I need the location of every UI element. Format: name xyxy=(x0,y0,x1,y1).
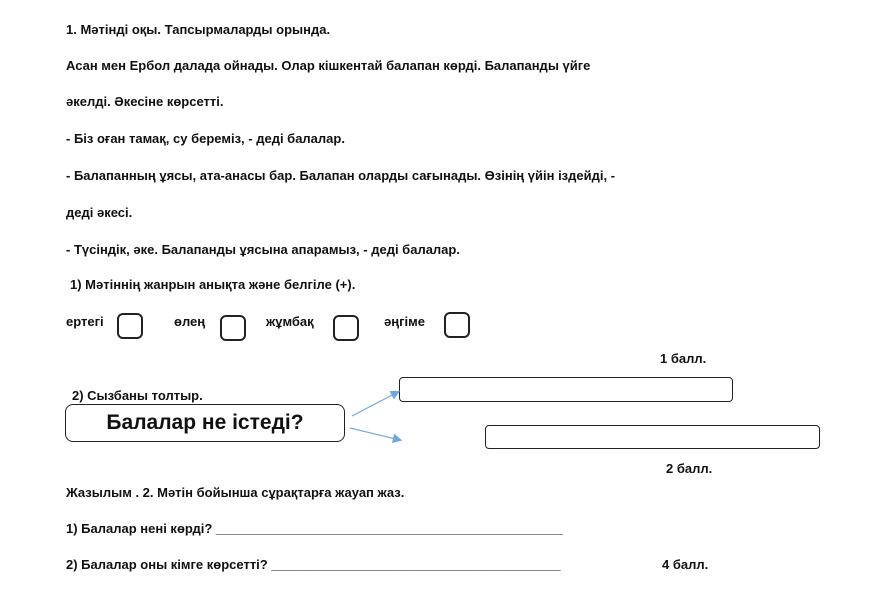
genre-option-label: әңгіме xyxy=(384,314,425,329)
task1-heading: 1. Мәтінді оқы. Тапсырмаларды орында. xyxy=(66,22,331,37)
writing-question-2: 2) Балалар оны кімге көрсетті? ________________________________________ xyxy=(66,557,561,572)
genre-question: 1) Мәтіннің жанрын анықта және белгіле (+). xyxy=(70,277,356,292)
dialogue-line-2b: деді әкесі. xyxy=(66,205,133,220)
paragraph-line-2: әкелді. Әкесіне көрсетті. xyxy=(66,94,224,109)
scheme-question-box: Балалар не істеді? xyxy=(65,404,345,442)
dialogue-line-1: - Біз оған тамақ, су береміз, - деді балалар. xyxy=(66,131,345,146)
writing-question-1: 1) Балалар нені көрді? ________________________________________________ xyxy=(66,521,563,536)
genre-option-label: жұмбақ xyxy=(266,314,314,329)
dialogue-line-2a: - Балапанның ұясы, ата-анасы бар. Балапан оларды сағынады. Өзінің үйін іздейді, - xyxy=(66,168,616,183)
genre-score: 1 балл. xyxy=(660,351,707,366)
genre-option-label: ертегі xyxy=(66,314,104,329)
dialogue-line-3: - Түсіндік, әке. Балапанды ұясына апарамыз, - деді балалар. xyxy=(66,242,460,257)
writing-score: 4 балл. xyxy=(662,557,709,572)
scheme-question: 2) Сызбаны толтыр. xyxy=(72,388,203,403)
arrow-to-box-2 xyxy=(350,428,400,440)
arrow-to-box-1 xyxy=(352,392,398,416)
writing-heading: Жазылым . 2. Мәтін бойынша сұрақтарға жауап жаз. xyxy=(66,485,405,500)
scheme-score: 2 балл. xyxy=(666,461,713,476)
paragraph-line-1: Асан мен Ербол далада ойнады. Олар кішкентай балапан көрді. Балапанды үйге xyxy=(66,58,591,73)
genre-option-label: өлең xyxy=(174,314,206,329)
